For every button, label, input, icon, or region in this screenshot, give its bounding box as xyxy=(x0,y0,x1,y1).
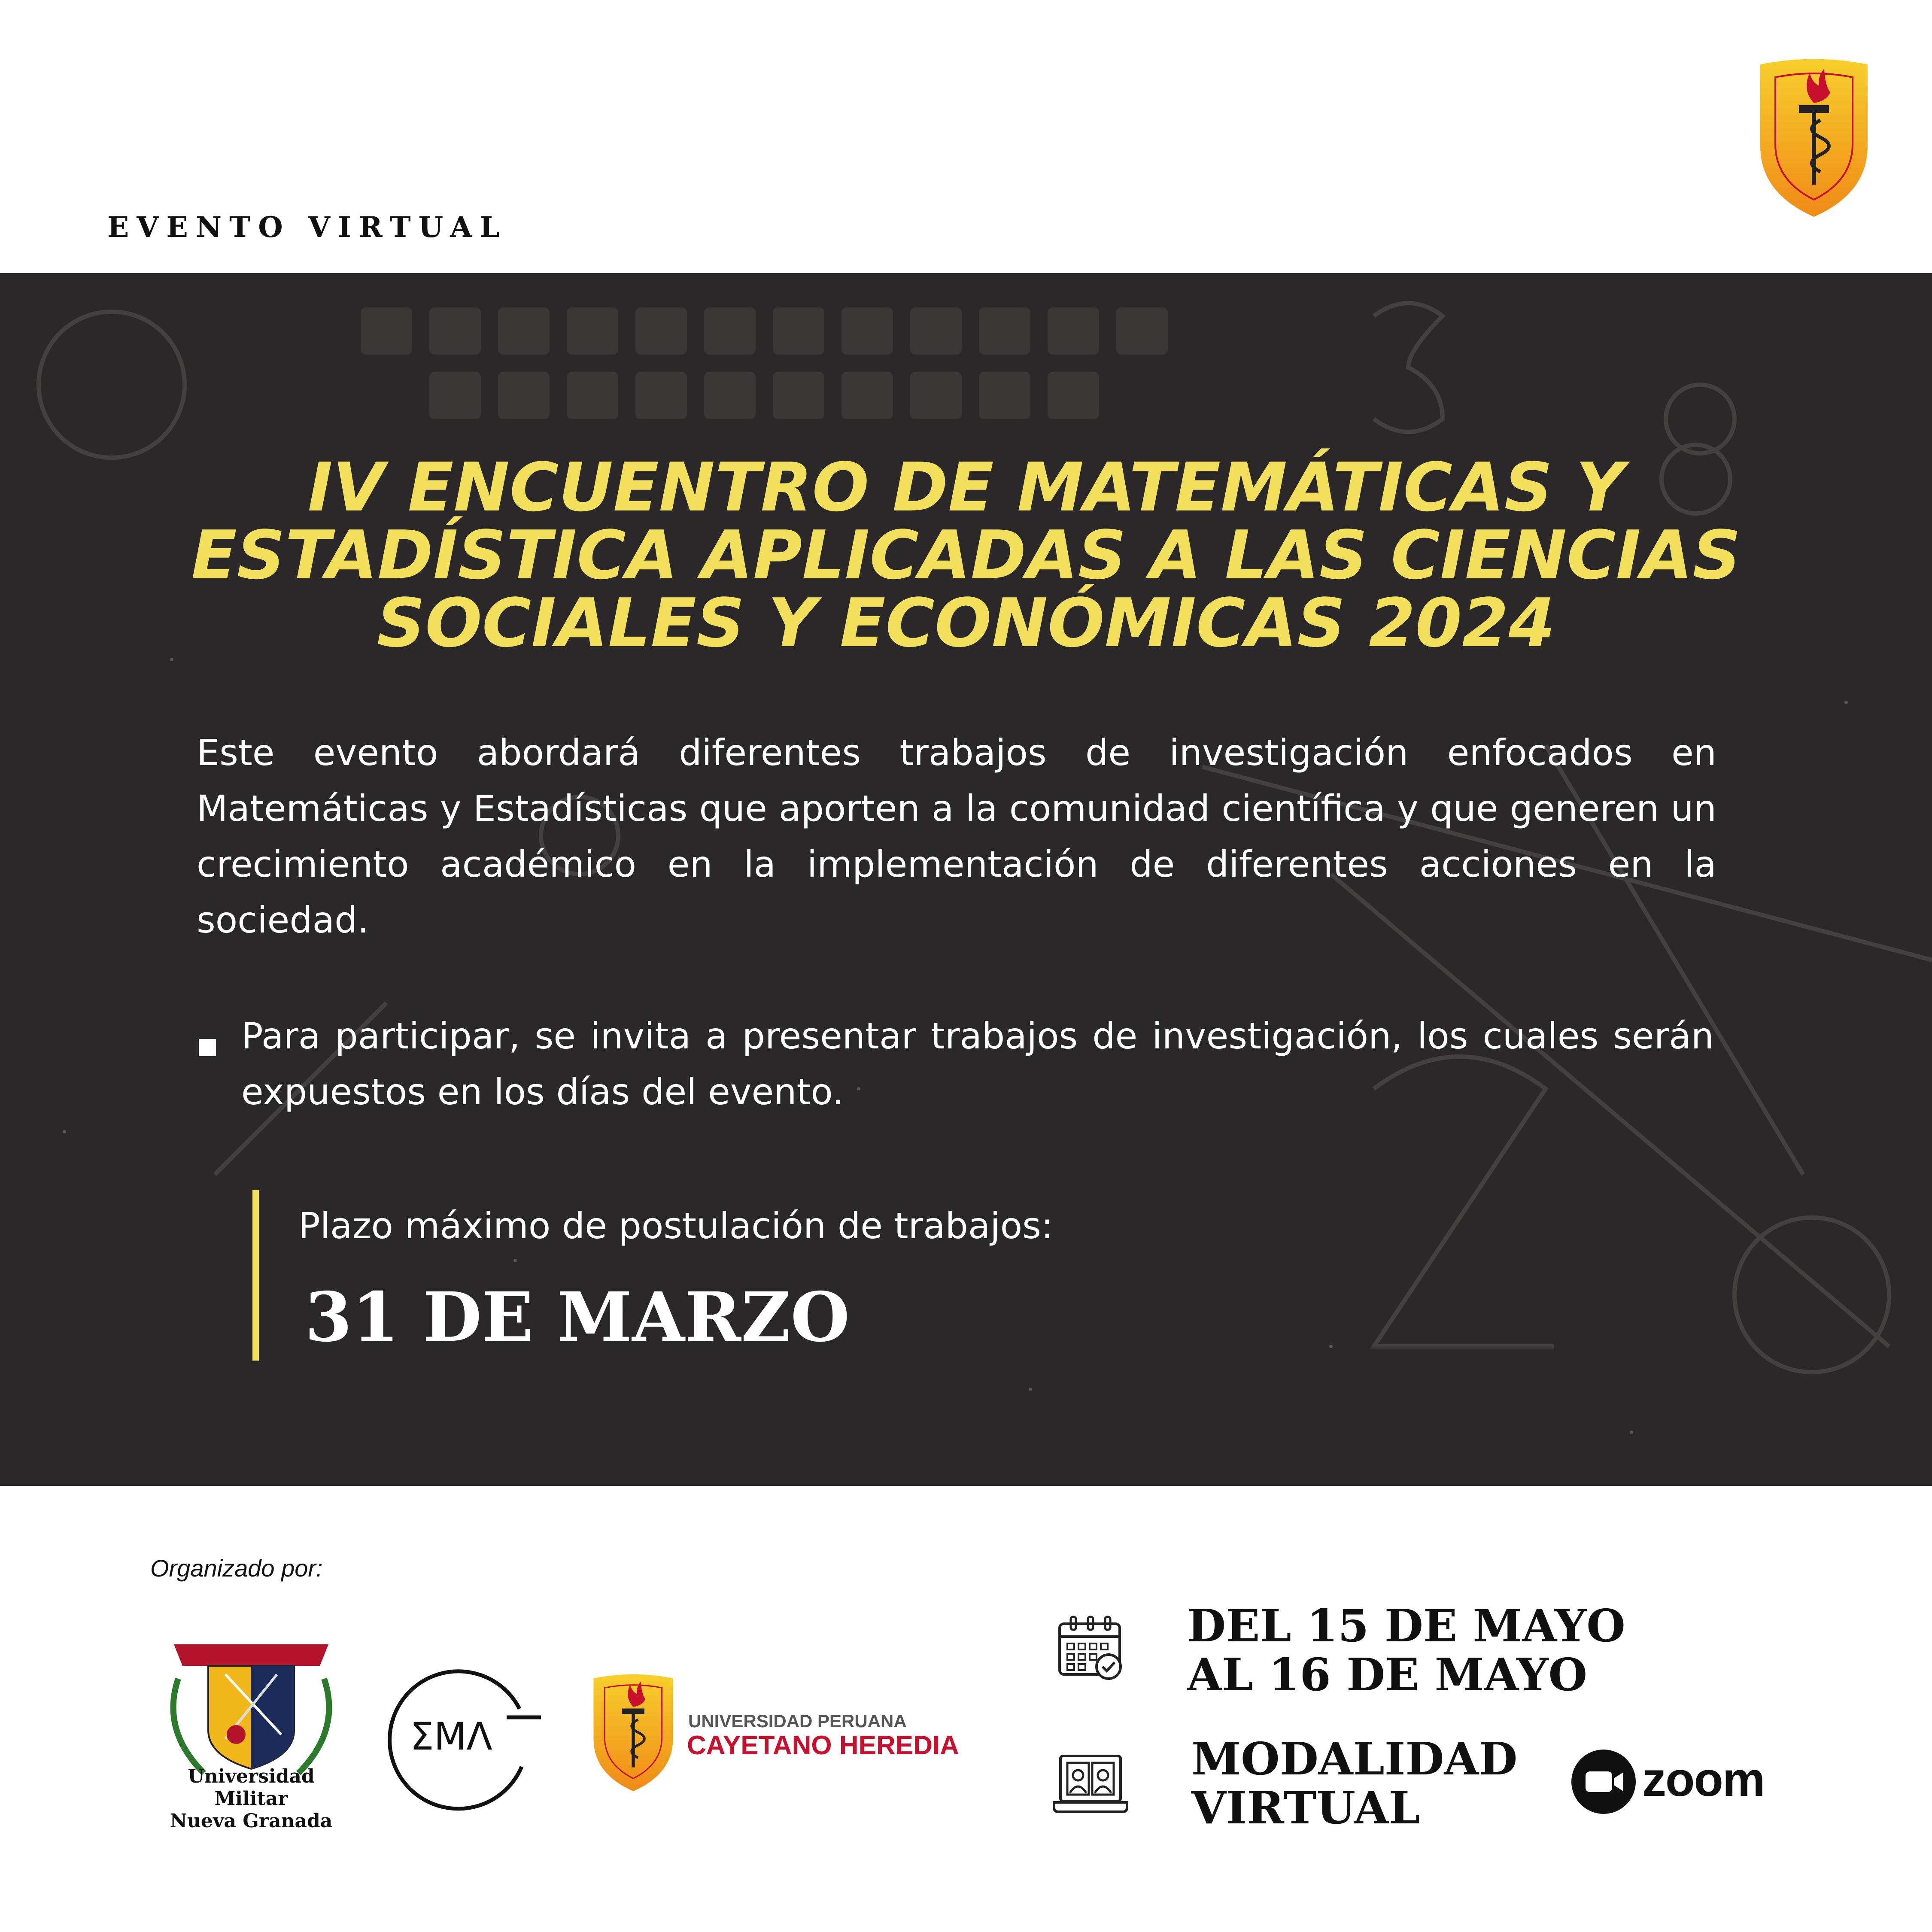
event-date-range xyxy=(1187,1601,1625,1699)
deadline-accent-bar xyxy=(252,1190,259,1361)
upch-shield-logo xyxy=(1756,56,1872,219)
umng-name-line2: Nueva Granada xyxy=(170,1810,333,1832)
svg-text:ΣΜΛ: ΣΜΛ xyxy=(410,1714,492,1759)
bullet-square-icon xyxy=(199,1039,216,1056)
umng-name-line1: Universidad Militar xyxy=(188,1765,315,1810)
meeting-icon xyxy=(1052,1752,1129,1816)
modality-line1: MODALIDAD xyxy=(1191,1732,1518,1785)
zoom-wordmark: zoom xyxy=(1642,1753,1765,1806)
participation-note: Para participar, se invita a presentar trabajos de investigación, los cuales serán expuestos en los días del evento. xyxy=(241,1015,1714,1113)
date-line1: DEL 15 DE MAYO xyxy=(1187,1599,1625,1652)
event-modality xyxy=(1191,1732,1518,1834)
title-line: ESTADÍSTICA APLICADAS A LAS CIENCIAS xyxy=(191,516,1741,594)
organized-by-label: Organizado por: xyxy=(150,1555,323,1582)
hero-band xyxy=(0,273,1932,1486)
upch-name-line2: CAYETANO HEREDIA xyxy=(687,1731,959,1760)
emat-logo xyxy=(378,1662,550,1816)
upch-name-line1: UNIVERSIDAD PERUANA xyxy=(688,1711,907,1731)
modality-line2: VIRTUAL xyxy=(1191,1781,1420,1834)
deadline-label: Plazo máximo de postulación de trabajos: xyxy=(298,1205,1054,1247)
event-title xyxy=(86,448,1846,662)
deadline-date: 31 DE MARZO xyxy=(305,1278,850,1357)
calendar-icon xyxy=(1056,1614,1125,1683)
title-line: IV ENCUENTRO DE MATEMÁTICAS Y xyxy=(307,448,1625,526)
event-description: Este evento abordará diferentes trabajos de investigación enfocados en Matemáticas y Estadísticas que aporten a la comunidad científica y que generen un crecimiento académico en la implementación de diferentes acciones en la sociedad. xyxy=(197,732,1716,941)
title-line: SOCIALES Y ECONÓMICAS 2024 xyxy=(377,584,1555,662)
date-line2: AL 16 DE MAYO xyxy=(1187,1648,1588,1701)
umng-name xyxy=(155,1765,348,1832)
upch-shield-logo xyxy=(590,1670,676,1795)
event-type-label: EVENTO VIRTUAL xyxy=(107,210,507,244)
